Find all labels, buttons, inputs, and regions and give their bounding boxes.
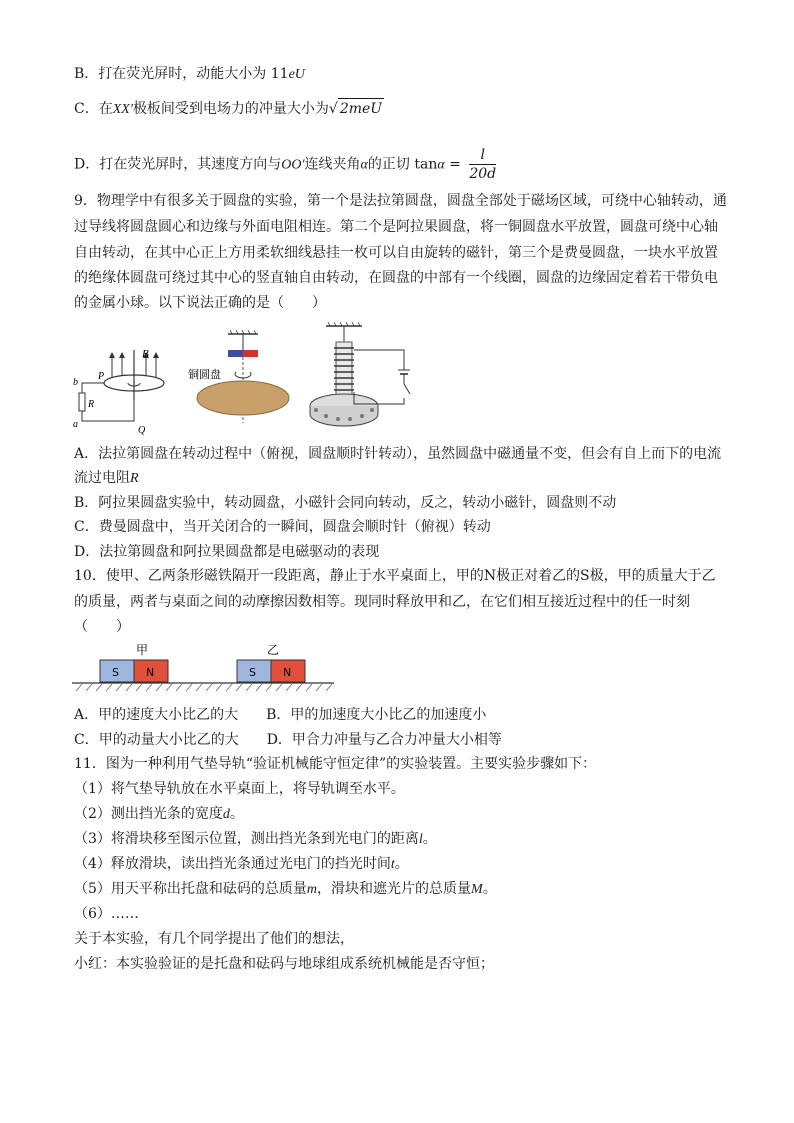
arago-disc-figure [172, 328, 300, 428]
q9-option-d: D．法拉第圆盘和阿拉果圆盘都是电磁驱动的表现 [74, 544, 380, 560]
q8-option-d: D．打在荧光屏时，其速度方向与OO′连线夹角α的正切 tanα = $\frac{l}{20d}$ [74, 147, 497, 182]
q9-stem-line-4: 的绝缘体圆盘可绕过其中心的竖直轴自由转动，在圆盘的中部有一个线圈，圆盘的边缘固定着若干带负电 [74, 270, 718, 286]
magnets-figure [72, 642, 338, 696]
q11-stem: 11．图为一种利用气垫导轨“验证机械能守恒定律”的实验装置。主要实验步骤如下： [74, 756, 597, 772]
switch [404, 384, 410, 394]
label-copper-disc: 铜圆盘 [188, 368, 221, 381]
q10-options-cd: C．甲的动量大小比乙的大 D．甲合力冲量与乙合力冲量大小相等 [74, 732, 502, 748]
q11-xiaohong: 小红：本实验验证的是托盘和砝码与地球组成系统机械能是否守恒； [74, 956, 494, 972]
label-b-point: b [73, 377, 78, 388]
resistor-r [79, 393, 85, 411]
jia-s-label: S [112, 666, 119, 679]
label-r: R [88, 399, 95, 410]
q10-stem-line-3: （ ） [74, 619, 130, 635]
yi-n-label: N [283, 666, 292, 679]
q11-step-1: （1）将气垫导轨放在水平桌面上，将导轨调至水平。 [74, 781, 405, 797]
q9-option-b: B．阿拉果圆盘实验中，转动圆盘，小磁针会同向转动，反之，转动小磁针，圆盘则不动 [74, 495, 617, 511]
q9-option-c: C．费曼圆盘中，当开关闭合的一瞬间，圆盘会顺时针（俯视）转动 [74, 519, 491, 535]
q9-stem-line-1: 9．物理学中有很多关于圆盘的实验，第一个是法拉第圆盘，圆盘全部处于磁场区域，可绕中心轴转动，通 [74, 193, 727, 209]
q11-step-6: （6）…… [74, 906, 139, 922]
q9-stem-line-2: 过导线将圆盘圆心和边缘与外面电阻相连。第二个是阿拉果圆盘，将一铜圆盘水平放置，圆盘可绕中心轴 [74, 219, 718, 235]
q10-stem-line-1: 10．使甲、乙两条形磁铁隔开一段距离，静止于水平桌面上，甲的N极正对着乙的S极，甲的质量大于乙 [74, 568, 716, 584]
q11-step-3: （3）将滑块移至图示位置，测出挡光条到光电门的距离l。 [74, 831, 437, 847]
q11-about: 关于本实验，有几个同学提出了他们的想法， [74, 931, 354, 947]
compass-needle-s [228, 350, 243, 357]
q10-options-ab: A．甲的速度大小比乙的大 B．甲的加速度大小比乙的加速度小 [74, 707, 487, 723]
feynman-disc-figure [306, 320, 426, 430]
label-jia: 甲 [136, 643, 149, 657]
jia-n-label: N [146, 666, 155, 679]
q11-step-4: （4）释放滑块，读出挡光条通过光电门的挡光时间t。 [74, 856, 409, 872]
label-yi: 乙 [267, 643, 280, 657]
q8-option-c: C．在XX′极板间受到电场力的冲量大小为√ 2meU [74, 98, 384, 120]
q9-stem-line-5: 的金属小球。以下说法正确的是（ ） [74, 295, 326, 311]
tan-fraction: $\frac{l}{20d}$ [469, 147, 497, 182]
q11-step-5: （5）用天平称出托盘和砝码的总质量m，滑块和遮光片的总质量M。 [74, 881, 497, 897]
q10-stem-line-2: 的质量，两者与桌面之间的动摩擦因数相等。现同时释放甲和乙，在它们相互接近过程中的任一时刻 [74, 594, 690, 610]
faraday-disc-figure [72, 345, 172, 435]
q9-option-a-line-1: A．法拉第圆盘在转动过程中（俯视，圆盘顺时针转动），虽然圆盘中磁通量不变，但会有自上而下的电流 [74, 446, 722, 462]
label-q: Q [138, 425, 146, 435]
copper-disc [197, 381, 289, 415]
compass-needle-n [243, 350, 258, 357]
q11-step-2: （2）测出挡光条的宽度d。 [74, 806, 244, 822]
q8-option-b: B．打在荧光屏时，动能大小为 11eU [74, 66, 305, 82]
yi-s-label: S [249, 666, 256, 679]
label-b-field: B [142, 348, 149, 360]
label-a-point: a [73, 419, 78, 430]
label-p: P [98, 371, 105, 382]
q9-option-a-line-2: 流过电阻R [74, 470, 139, 486]
q9-stem-line-3: 自由转动，在其中心正上方用柔软细线悬挂一枚可以自由旋转的磁针，第三个是费曼圆盘，一块水平放置 [74, 245, 718, 261]
